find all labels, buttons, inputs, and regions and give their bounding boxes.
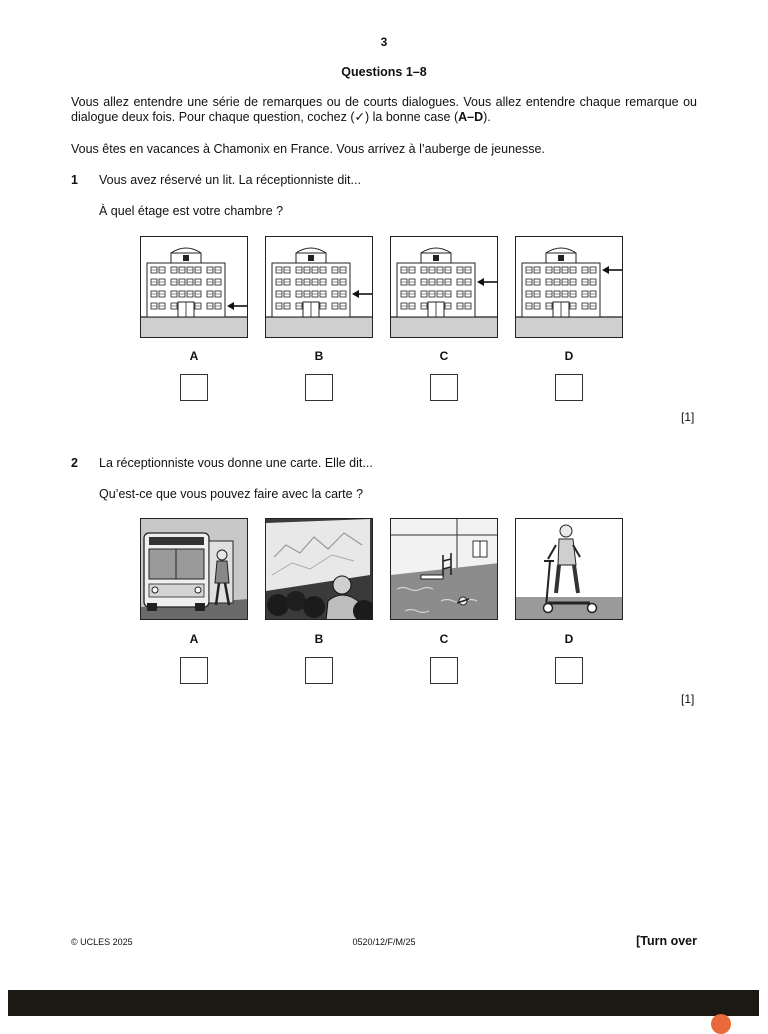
context-text: Vous êtes en vacances à Chamonix en France. Vous arrivez à l’auberge de jeunesse. — [71, 142, 545, 156]
option-1c-letter: C — [439, 349, 449, 363]
question-2-number: 2 — [71, 456, 78, 470]
option-1b-image — [265, 236, 373, 338]
option-1c-image — [390, 236, 498, 338]
check-mark-icon: ✓ — [354, 110, 366, 124]
question-2-prompt: La réceptionniste vous donne une carte. Elle dit... — [99, 456, 373, 470]
paper-code: 0520/12/F/M/25 — [352, 937, 416, 947]
arrow-head-icon — [477, 278, 484, 286]
question-1-number: 1 — [71, 173, 78, 187]
answer-box-1c[interactable] — [430, 374, 458, 401]
electric-scooter-illustration — [516, 519, 623, 620]
arrow-head-icon — [602, 266, 609, 274]
option-1b-letter: B — [314, 349, 324, 363]
answer-box-1d[interactable] — [555, 374, 583, 401]
question-2-marks: [1] — [681, 692, 695, 706]
option-2b-letter: B — [314, 632, 324, 646]
answer-box-1b[interactable] — [305, 374, 333, 401]
copyright: © UCLES 2025 — [71, 937, 133, 947]
option-1a-letter: A — [189, 349, 199, 363]
section-title: Questions 1–8 — [341, 65, 427, 79]
hotel-illustration — [391, 237, 498, 338]
instructions-text-start: Vous allez entendre une série de remarques ou de courts dialogues. Vous allez entendre chaque remarque ou dialogue deux fois. Pour chaque question, cochez ( — [71, 95, 697, 124]
turn-over-label: [Turn over — [636, 934, 697, 948]
question-1-prompt: Vous avez réservé un lit. La réceptionniste dit... — [99, 173, 361, 187]
swimming-pool-illustration — [391, 519, 498, 620]
arrow-head-icon — [227, 302, 234, 310]
option-2a-image — [140, 518, 248, 620]
instructions — [71, 95, 697, 125]
question-1-marks: [1] — [681, 410, 695, 424]
option-2b-image — [265, 518, 373, 620]
question-2-question: Qu’est-ce que vous pouvez faire avec la carte ? — [99, 487, 364, 501]
option-2a-letter: A — [189, 632, 199, 646]
cinema-illustration — [266, 519, 373, 620]
question-1-question: À quel étage est votre chambre ? — [99, 204, 284, 218]
hotel-illustration — [266, 237, 373, 338]
bottom-dot — [711, 1014, 731, 1034]
bus-illustration — [141, 519, 248, 620]
answer-box-2c[interactable] — [430, 657, 458, 684]
hotel-illustration — [141, 237, 248, 338]
option-2c-image — [390, 518, 498, 620]
option-2d-image — [515, 518, 623, 620]
hotel-illustration — [516, 237, 623, 338]
arrow-head-icon — [352, 290, 359, 298]
answer-box-1a[interactable] — [180, 374, 208, 401]
option-1d-image — [515, 236, 623, 338]
bottom-bar — [8, 990, 759, 1016]
option-2c-letter: C — [439, 632, 449, 646]
answer-box-2b[interactable] — [305, 657, 333, 684]
instructions-text-end: ). — [483, 110, 491, 124]
page-number: 3 — [380, 35, 388, 49]
instructions-text-mid: ) la bonne case ( — [365, 110, 459, 124]
option-1d-letter: D — [564, 349, 574, 363]
answer-box-2a[interactable] — [180, 657, 208, 684]
answer-range: A–D — [458, 110, 484, 124]
answer-box-2d[interactable] — [555, 657, 583, 684]
option-1a-image — [140, 236, 248, 338]
option-2d-letter: D — [564, 632, 574, 646]
